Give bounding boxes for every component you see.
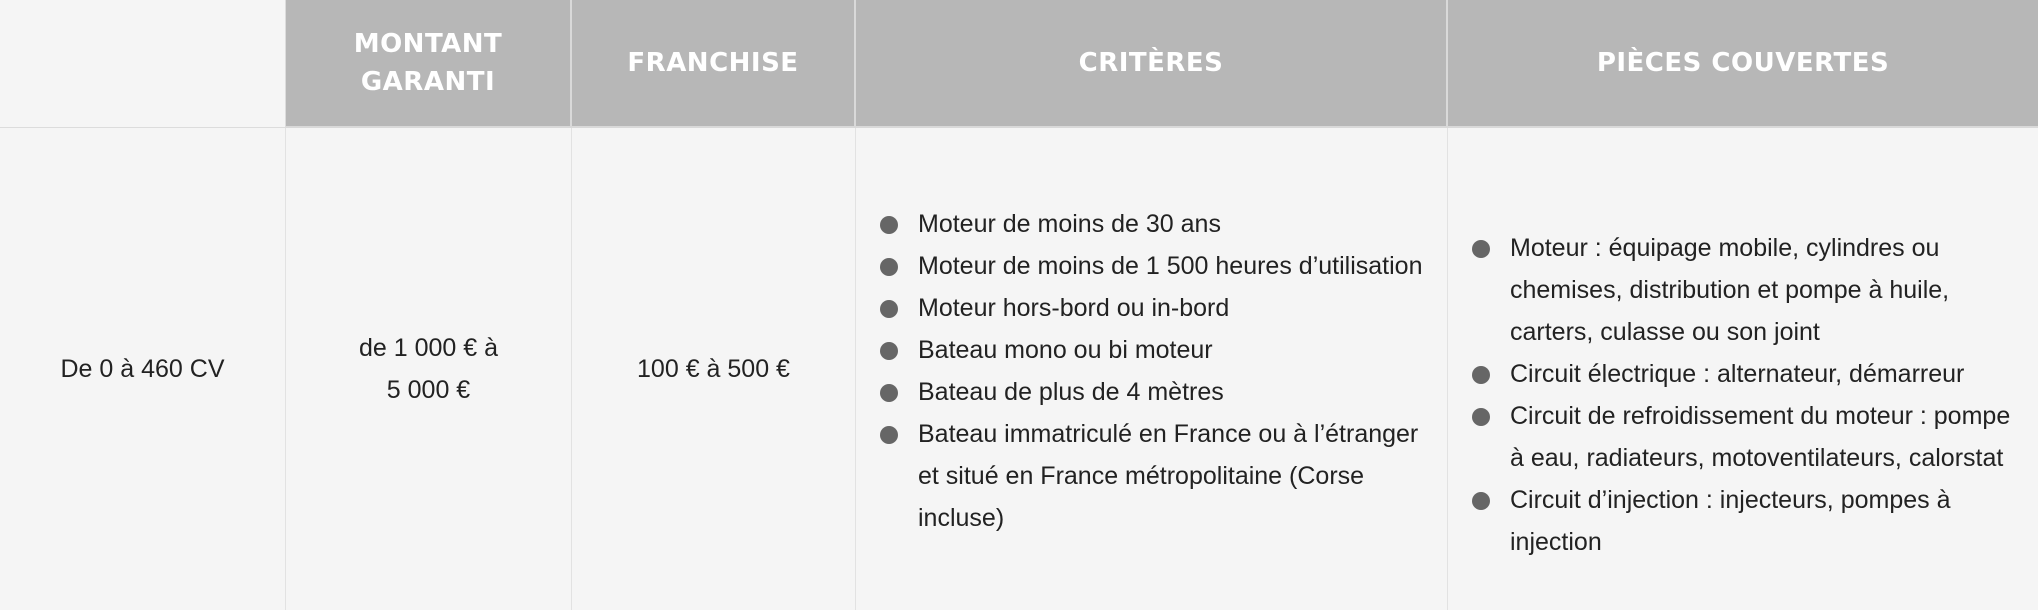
bullet-dot-icon — [1472, 408, 1490, 426]
critere-text: Bateau immatriculé en France ou à l’étranger et situé en France métropolitaine (Corse incluse) — [918, 420, 1419, 532]
header-empty-cell — [0, 0, 286, 128]
critere-text: Moteur de moins de 30 ans — [918, 210, 1221, 238]
piece-text: Circuit électrique : alternateur, démarreur — [1510, 360, 1965, 388]
cell-montant-garanti — [286, 128, 572, 610]
montant-line-2: 5 000 € — [386, 376, 471, 404]
piece-text: Moteur : équipage mobile, cylindres ou chemises, distribution et pompe à huile, carters, culasse ou son joint — [1510, 234, 1950, 346]
table-header-row — [0, 0, 2038, 128]
pieces-list — [1448, 227, 2038, 563]
header-criteres — [856, 0, 1448, 128]
bullet-dot-icon — [880, 216, 898, 234]
header-montant-line-1: MONTANT — [353, 29, 503, 59]
list-item — [1448, 395, 2038, 479]
cell-pieces-couvertes — [1448, 128, 2038, 610]
bullet-dot-icon — [880, 300, 898, 318]
list-item — [856, 371, 1447, 413]
list-item — [856, 287, 1447, 329]
list-item — [856, 245, 1447, 287]
bullet-dot-icon — [880, 258, 898, 276]
header-montant-garanti — [286, 0, 572, 128]
puissance-value: De 0 à 460 CV — [60, 355, 225, 383]
header-criteres-label: CRITÈRES — [1078, 48, 1224, 78]
list-item — [856, 329, 1447, 371]
bullet-dot-icon — [880, 426, 898, 444]
table-row — [0, 128, 2038, 610]
piece-text: Circuit de refroidissement du moteur : pompe à eau, radiateurs, motoventilateurs, calorstat — [1510, 402, 2011, 472]
cell-franchise — [572, 128, 856, 610]
header-franchise — [572, 0, 856, 128]
cell-puissance — [0, 128, 286, 610]
bullet-dot-icon — [880, 384, 898, 402]
header-pieces-label: PIÈCES COUVERTES — [1596, 48, 1890, 78]
bullet-dot-icon — [1472, 240, 1490, 258]
bullet-dot-icon — [1472, 366, 1490, 384]
franchise-value: 100 € à 500 € — [637, 355, 790, 383]
montant-value — [286, 327, 571, 411]
header-pieces-couvertes — [1448, 0, 2038, 128]
bullet-dot-icon — [880, 342, 898, 360]
list-item — [856, 413, 1447, 539]
list-item — [1448, 479, 2038, 563]
header-franchise-label: FRANCHISE — [627, 48, 799, 78]
list-item — [1448, 353, 2038, 395]
critere-text: Moteur de moins de 1 500 heures d’utilisation — [918, 252, 1423, 280]
cell-criteres — [856, 128, 1448, 610]
bullet-dot-icon — [1472, 492, 1490, 510]
critere-text: Bateau mono ou bi moteur — [918, 336, 1213, 364]
critere-text: Bateau de plus de 4 mètres — [918, 378, 1224, 406]
header-montant-line-2: GARANTI — [360, 67, 496, 97]
list-item — [856, 203, 1447, 245]
critere-text: Moteur hors-bord ou in-bord — [918, 294, 1230, 322]
piece-text: Circuit d’injection : injecteurs, pompes à injection — [1510, 486, 1951, 556]
montant-line-1: de 1 000 € à — [358, 334, 498, 362]
list-item — [1448, 227, 2038, 353]
criteres-list — [856, 203, 1447, 539]
